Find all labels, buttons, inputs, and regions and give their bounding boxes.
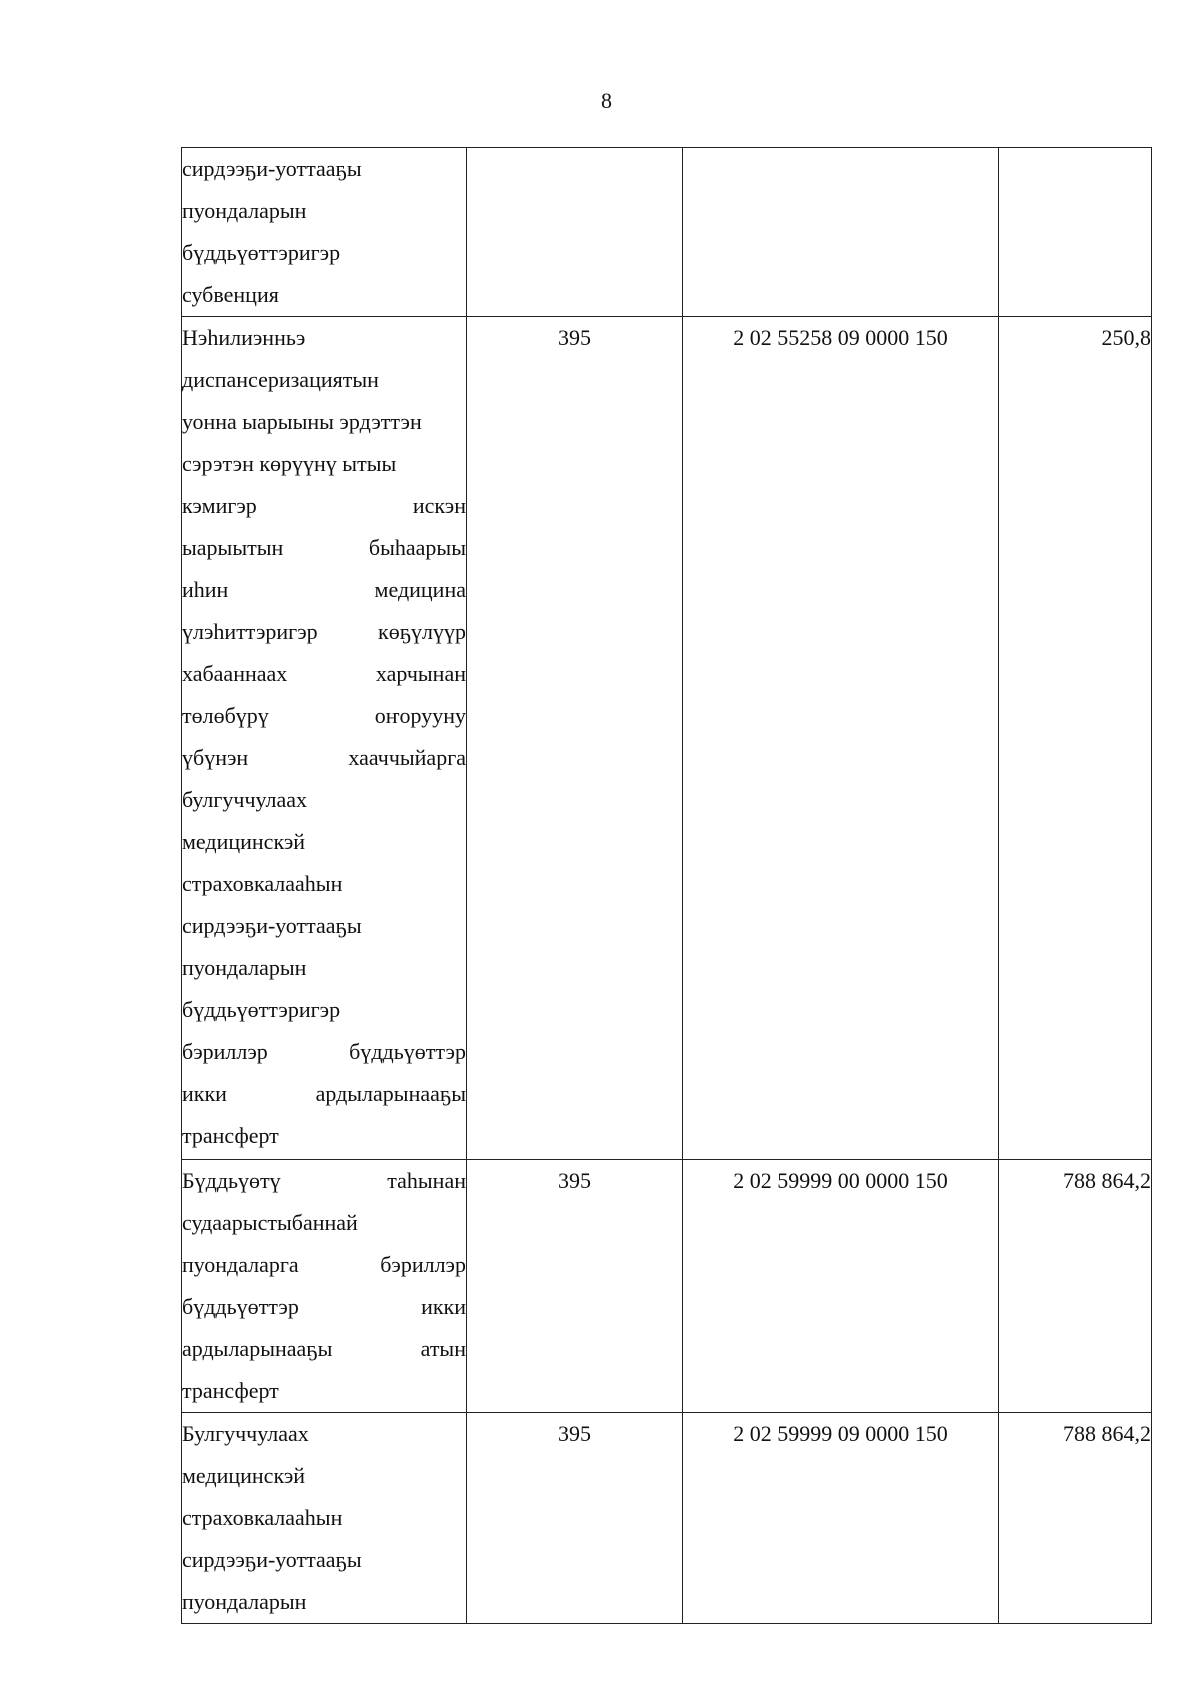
amount-cell bbox=[999, 148, 1152, 317]
budget-code-cell: 2 02 59999 00 0000 150 bbox=[683, 1160, 999, 1413]
name-line bbox=[182, 569, 466, 611]
name-line bbox=[182, 653, 466, 695]
name-word: ардыларынааҕы bbox=[182, 1336, 333, 1361]
name-word: кэмигэр bbox=[182, 493, 257, 518]
name-line: диспансеризациятын bbox=[182, 367, 379, 392]
name-line bbox=[182, 737, 466, 779]
name-word: икки bbox=[421, 1294, 466, 1319]
name-word: бэриллэр bbox=[182, 1039, 268, 1064]
name-line: страховкалааһын bbox=[182, 1505, 343, 1530]
row-name-cell bbox=[182, 1160, 467, 1413]
name-word: медицина bbox=[374, 577, 466, 602]
admin-code-cell: 395 bbox=[467, 1413, 683, 1624]
name-word: оҥорууну bbox=[374, 703, 466, 728]
table-row bbox=[182, 148, 1152, 317]
name-word: икки bbox=[182, 1081, 227, 1106]
name-line: булгуччулаах bbox=[182, 787, 308, 812]
name-line: бүддьүөттэригэр bbox=[182, 240, 341, 265]
budget-code-cell: 2 02 55258 09 0000 150 bbox=[683, 317, 999, 1160]
admin-code-cell: 395 bbox=[467, 1160, 683, 1413]
name-word: ыарыытын bbox=[182, 535, 284, 560]
name-word: харчынан bbox=[375, 661, 466, 686]
name-word: бэриллэр bbox=[380, 1252, 466, 1277]
name-line: Булгуччулаах bbox=[182, 1421, 309, 1446]
name-line: бүддьүөттэригэр bbox=[182, 997, 341, 1022]
name-line: пуондаларын bbox=[182, 1589, 307, 1614]
table-row bbox=[182, 317, 1152, 1160]
admin-code-cell: 395 bbox=[467, 317, 683, 1160]
budget-code-cell bbox=[683, 148, 999, 317]
name-line: сирдээҕи-уоттааҕы bbox=[182, 1547, 362, 1572]
name-line: трансферт bbox=[182, 1378, 279, 1403]
amount-cell: 250,8 bbox=[999, 317, 1152, 1160]
name-word: бүддьүөттэр bbox=[182, 1294, 299, 1319]
name-word: искэн bbox=[412, 493, 466, 518]
budget-code-cell: 2 02 59999 09 0000 150 bbox=[683, 1413, 999, 1624]
name-line: Нэһилиэнньэ bbox=[182, 325, 306, 350]
row-name-cell bbox=[182, 148, 467, 317]
name-line: страховкалааһын bbox=[182, 871, 343, 896]
row-name-cell bbox=[182, 1413, 467, 1624]
name-line: медицинскэй bbox=[182, 1463, 306, 1488]
name-word: үлэһиттэригэр bbox=[182, 619, 318, 644]
name-word: таһынан bbox=[387, 1168, 466, 1193]
name-line: уонна ыарыыны эрдэттэн bbox=[182, 409, 422, 434]
name-word: хааччыйарга bbox=[348, 745, 466, 770]
name-word: ардыларынааҕы bbox=[315, 1081, 466, 1106]
name-word: атын bbox=[420, 1336, 466, 1361]
name-line bbox=[182, 527, 466, 569]
name-line bbox=[182, 1160, 466, 1202]
name-word: Бүддьүөтү bbox=[182, 1168, 281, 1193]
name-word: төлөбүрү bbox=[182, 703, 269, 728]
name-line bbox=[182, 1031, 466, 1073]
name-line: трансферт bbox=[182, 1123, 279, 1148]
name-line bbox=[182, 485, 466, 527]
amount-cell: 788 864,2 bbox=[999, 1160, 1152, 1413]
row-name-cell bbox=[182, 317, 467, 1160]
name-line: пуондаларын bbox=[182, 955, 307, 980]
name-line: сэрэтэн көрүүнү ытыы bbox=[182, 451, 397, 476]
name-line bbox=[182, 1073, 466, 1115]
name-word: бүддьүөттэр bbox=[349, 1039, 466, 1064]
admin-code-cell bbox=[467, 148, 683, 317]
name-word: пуондаларга bbox=[182, 1252, 299, 1277]
table-row bbox=[182, 1160, 1152, 1413]
name-line: пуондаларын bbox=[182, 198, 307, 223]
amount-cell: 788 864,2 bbox=[999, 1413, 1152, 1624]
name-line bbox=[182, 1328, 466, 1370]
name-line: судаарыстыбаннай bbox=[182, 1210, 358, 1235]
name-line bbox=[182, 1286, 466, 1328]
name-word: быһаарыы bbox=[368, 535, 466, 560]
name-line: субвенция bbox=[182, 282, 279, 307]
name-word: хабааннаах bbox=[182, 661, 288, 686]
name-line: медицинскэй bbox=[182, 829, 306, 854]
table-row bbox=[182, 1413, 1152, 1624]
name-word: иһин bbox=[182, 577, 229, 602]
budget-table-body bbox=[182, 148, 1152, 1624]
name-line: сирдээҕи-уоттааҕы bbox=[182, 913, 362, 938]
name-line bbox=[182, 695, 466, 737]
budget-table bbox=[181, 147, 1152, 1624]
name-line: сирдээҕи-уоттааҕы bbox=[182, 156, 362, 181]
name-word: үбүнэн bbox=[182, 745, 249, 770]
page-number: 8 bbox=[601, 88, 612, 113]
name-line bbox=[182, 611, 466, 653]
name-word: көҕүлүүр bbox=[378, 619, 466, 644]
name-line bbox=[182, 1244, 466, 1286]
